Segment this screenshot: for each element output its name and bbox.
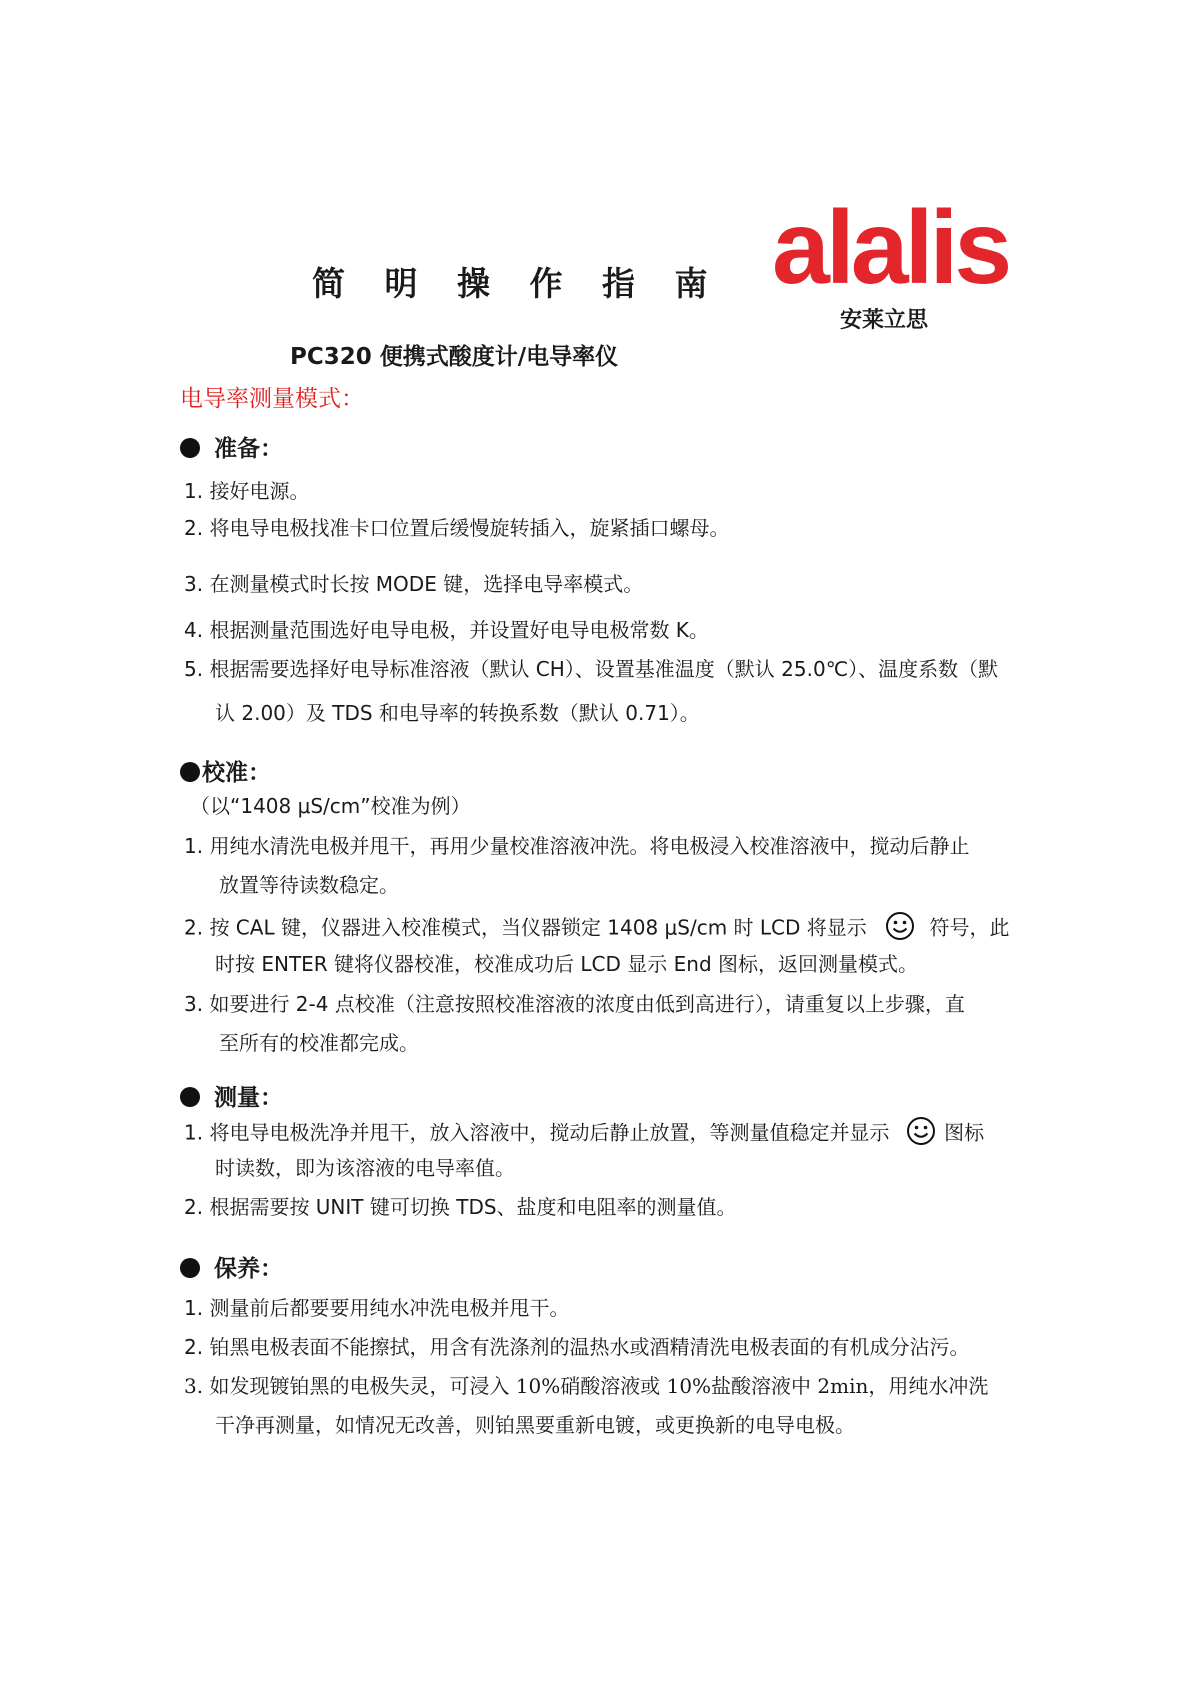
section-calibration-heading — [180, 754, 271, 787]
prep-item-2: 2. 将电导电极找准卡口位置后缓慢旋转插入，旋紧插口螺母。 — [184, 516, 730, 540]
cal-item-2-text: 2. 按 CAL 键，仪器进入校准模式，当仪器锁定 1408 μS/cm 时 LCD 将显示 — [184, 915, 867, 940]
prep-item-3: 3. 在测量模式时长按 MODE 键，选择电导率模式。 — [184, 572, 644, 596]
section-measure-title: 测量： — [214, 1085, 283, 1111]
alalis-logo: alalis — [772, 190, 1009, 306]
measure-item-2: 2. 根据需要按 UNIT 键可切换 TDS、盐度和电阻率的测量值。 — [184, 1195, 737, 1219]
cal-item-2-suffix: 符号，此 — [929, 915, 1010, 940]
smiley-icon — [906, 1116, 936, 1146]
document-title: 简 明 操 作 指 南 — [312, 264, 722, 303]
bullet-icon — [180, 438, 200, 458]
measure-item-1 — [184, 1119, 984, 1149]
mode-heading: 电导率测量模式： — [180, 386, 364, 412]
maint-item-3: 3. 如发现镀铂黑的电极失灵，可浸入 10%硝酸溶液或 10%盐酸溶液中 2min，用纯水冲洗 — [184, 1374, 989, 1398]
maint-item-3-cont: 干净再测量，如情况无改善，则铂黑要重新电镀，或更换新的电导电极。 — [215, 1413, 855, 1437]
calibration-note: （以“1408 μS/cm”校准为例） — [190, 794, 471, 818]
bullet-icon — [180, 1258, 200, 1278]
section-prep-title: 准备： — [214, 436, 283, 462]
cal-item-1: 1. 用纯水清洗电极并甩干，再用少量校准溶液冲洗。将电极浸入校准溶液中，搅动后静止 — [184, 834, 970, 858]
prep-item-5: 5. 根据需要选择好电导标准溶液（默认 CH）、设置基准温度（默认 25.0℃）、温度系数（默 — [184, 657, 999, 681]
logo-chinese-name: 安莱立思 — [840, 308, 929, 333]
smiley-icon — [885, 911, 915, 941]
cal-item-2-cont: 时按 ENTER 键将仪器校准，校准成功后 LCD 显示 End 图标，返回测量模式。 — [215, 952, 919, 976]
section-maintenance-title: 保养： — [214, 1256, 283, 1282]
section-maintenance-heading — [180, 1250, 283, 1283]
measure-item-1-cont: 时读数，即为该溶液的电导率值。 — [215, 1156, 515, 1180]
measure-item-1-suffix: 图标 — [944, 1120, 985, 1145]
prep-item-4: 4. 根据测量范围选好电导电极，并设置好电导电极常数 K。 — [184, 618, 709, 642]
bullet-icon — [180, 1087, 200, 1107]
cal-item-2 — [184, 914, 1010, 944]
prep-item-5-cont: 认 2.00）及 TDS 和电导率的转换系数（默认 0.71）。 — [215, 701, 700, 725]
maint-item-1: 1. 测量前后都要要用纯水冲洗电极并甩干。 — [184, 1296, 570, 1320]
product-name: PC320 便携式酸度计/电导率仪 — [290, 344, 619, 370]
cal-item-1-cont: 放置等待读数稳定。 — [219, 873, 399, 897]
cal-item-3: 3. 如要进行 2-4 点校准（注意按照校准溶液的浓度由低到高进行），请重复以上步骤，直 — [184, 992, 965, 1016]
bullet-icon — [180, 762, 200, 782]
section-prep-heading — [180, 430, 283, 463]
measure-item-1-text: 1. 将电导电极洗净并甩干，放入溶液中，搅动后静止放置，等测量值稳定并显示 — [184, 1120, 890, 1145]
section-calibration-title: 校准： — [202, 760, 271, 786]
section-measure-heading — [180, 1079, 283, 1112]
cal-item-3-cont: 至所有的校准都完成。 — [219, 1031, 419, 1055]
maint-item-2: 2. 铂黑电极表面不能擦拭，用含有洗涤剂的温热水或酒精清洗电极表面的有机成分沾污。 — [184, 1335, 970, 1359]
prep-item-1: 1. 接好电源。 — [184, 479, 310, 503]
